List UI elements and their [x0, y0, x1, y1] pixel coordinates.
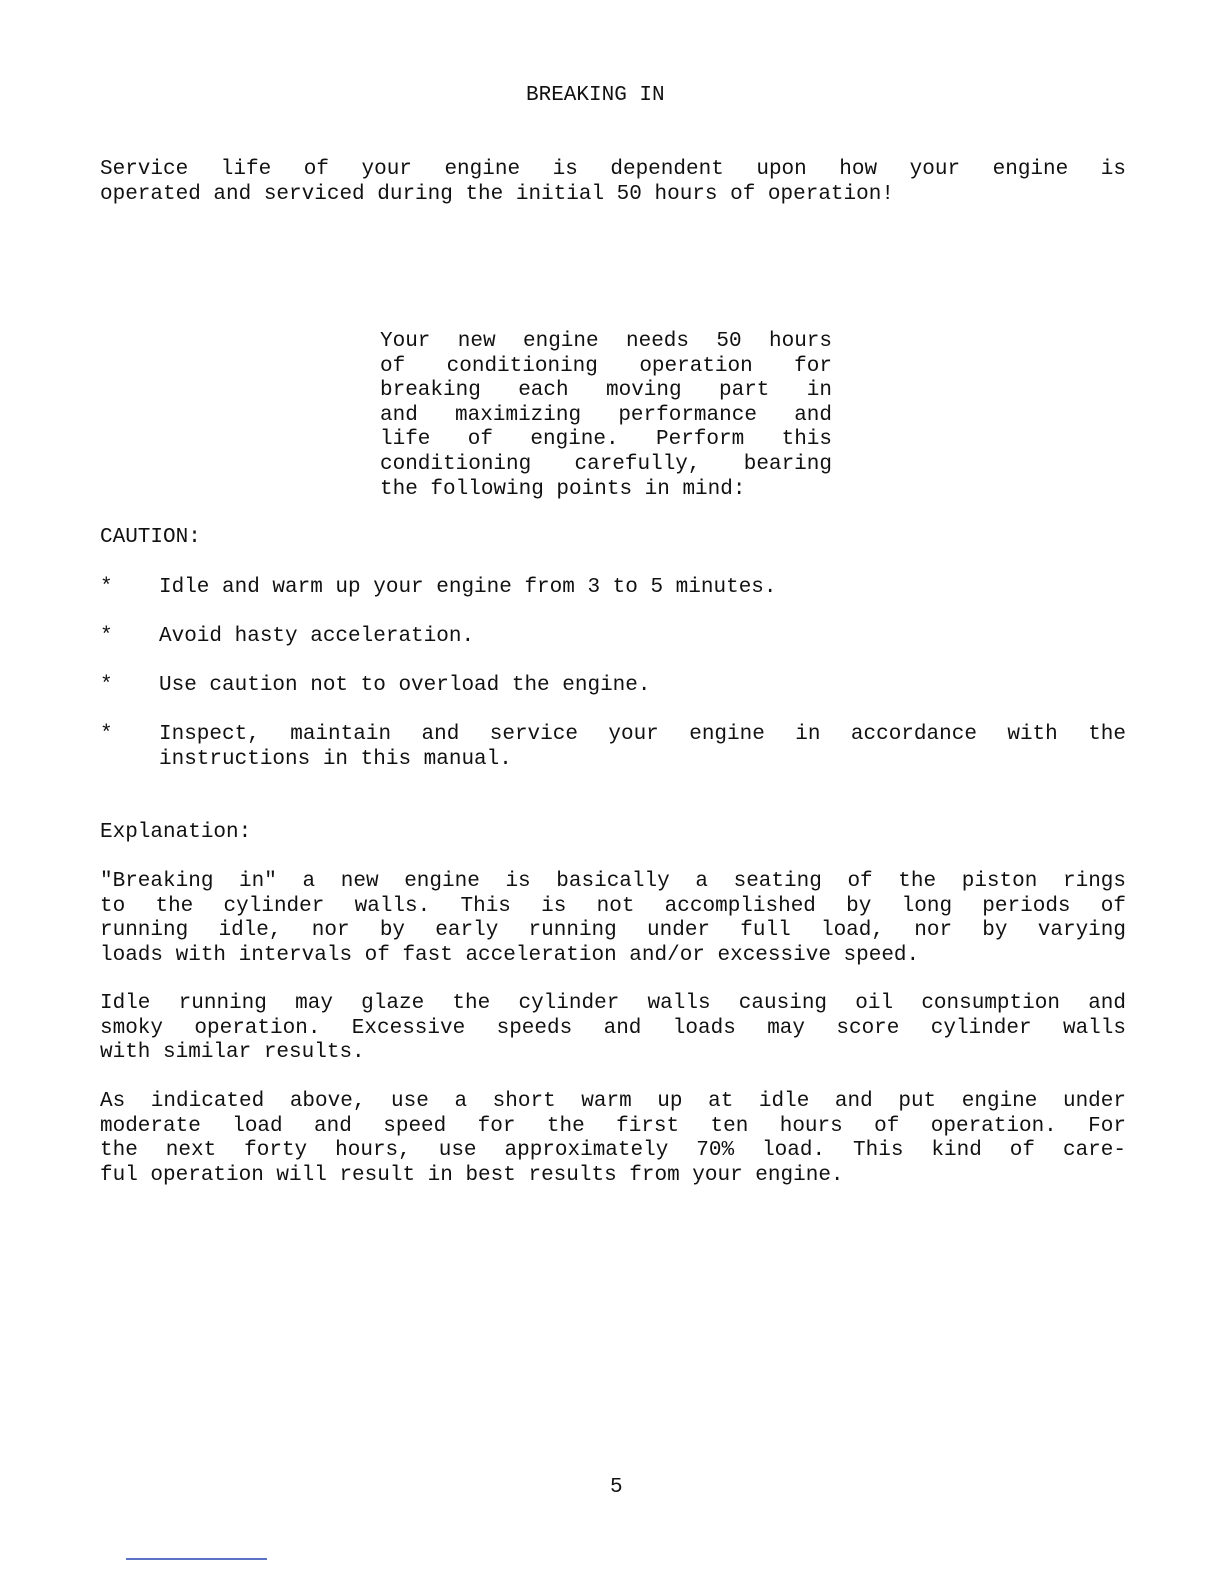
- paragraph-line: Idle running may glaze the cylinder walls causing oil consumption and: [100, 992, 1126, 1015]
- paragraph-line: ful operation will result in best results from your engine.: [100, 1163, 844, 1187]
- caution-item: Avoid hasty acceleration.: [159, 625, 475, 648]
- bullet-marker: *: [100, 625, 113, 648]
- paragraph-line: running idle, nor by early running under full load, nor by varying: [100, 919, 1126, 943]
- conditioning-line: the following points in mind:: [380, 477, 746, 501]
- conditioning-line: of conditioning operation for: [380, 354, 832, 378]
- paragraph-line: smoky operation. Excessive speeds and loads may score cylinder walls: [100, 1016, 1126, 1040]
- caution-item: Use caution not to overload the engine.: [159, 674, 651, 697]
- conditioning-line: Your new engine needs 50 hours: [380, 330, 832, 353]
- bullet-marker: *: [100, 674, 113, 697]
- bullet-marker: *: [100, 576, 113, 599]
- paragraph-line: As indicated above, use a short warm up at idle and put engine under: [100, 1090, 1126, 1113]
- intro-line: operated and serviced during the initial 50 hours of operation!: [100, 182, 894, 206]
- page-title: BREAKING IN: [526, 84, 665, 107]
- paragraph-line: loads with intervals of fast acceleration and/or excessive speed.: [100, 943, 920, 967]
- caution-item: [159, 723, 1126, 772]
- paragraph-line: to the cylinder walls. This is not accomplished by long periods of: [100, 894, 1126, 918]
- intro-line: Service life of your engine is dependent upon how your engine is: [100, 158, 1126, 181]
- intro-paragraph: [100, 158, 1126, 207]
- paragraph-line: "Breaking in" a new engine is basically a seating of the piston rings: [100, 870, 1126, 893]
- caution-item-line: instructions in this manual.: [159, 747, 512, 771]
- explanation-paragraph: [100, 1090, 1126, 1188]
- conditioning-line: life of engine. Perform this: [380, 428, 832, 452]
- bullet-marker: *: [100, 723, 113, 746]
- explanation-paragraph: [100, 992, 1126, 1066]
- explanation-heading: Explanation:: [100, 821, 252, 844]
- conditioning-line: conditioning carefully, bearing: [380, 452, 832, 476]
- caution-item-line: Inspect, maintain and service your engine in accordance with the: [159, 723, 1126, 746]
- paragraph-line: with similar results.: [100, 1041, 365, 1065]
- caution-heading: CAUTION:: [100, 526, 201, 549]
- caution-item: Idle and warm up your engine from 3 to 5 minutes.: [159, 576, 777, 599]
- bottom-rule: [126, 1558, 267, 1560]
- page-number: 5: [610, 1476, 623, 1499]
- conditioning-line: breaking each moving part in: [380, 379, 832, 403]
- paragraph-line: moderate load and speed for the first ten hours of operation. For: [100, 1114, 1126, 1138]
- conditioning-line: and maximizing performance and: [380, 403, 832, 427]
- explanation-paragraph: [100, 870, 1126, 968]
- conditioning-paragraph: [380, 330, 832, 502]
- paragraph-line: the next forty hours, use approximately 70% load. This kind of care-: [100, 1139, 1126, 1163]
